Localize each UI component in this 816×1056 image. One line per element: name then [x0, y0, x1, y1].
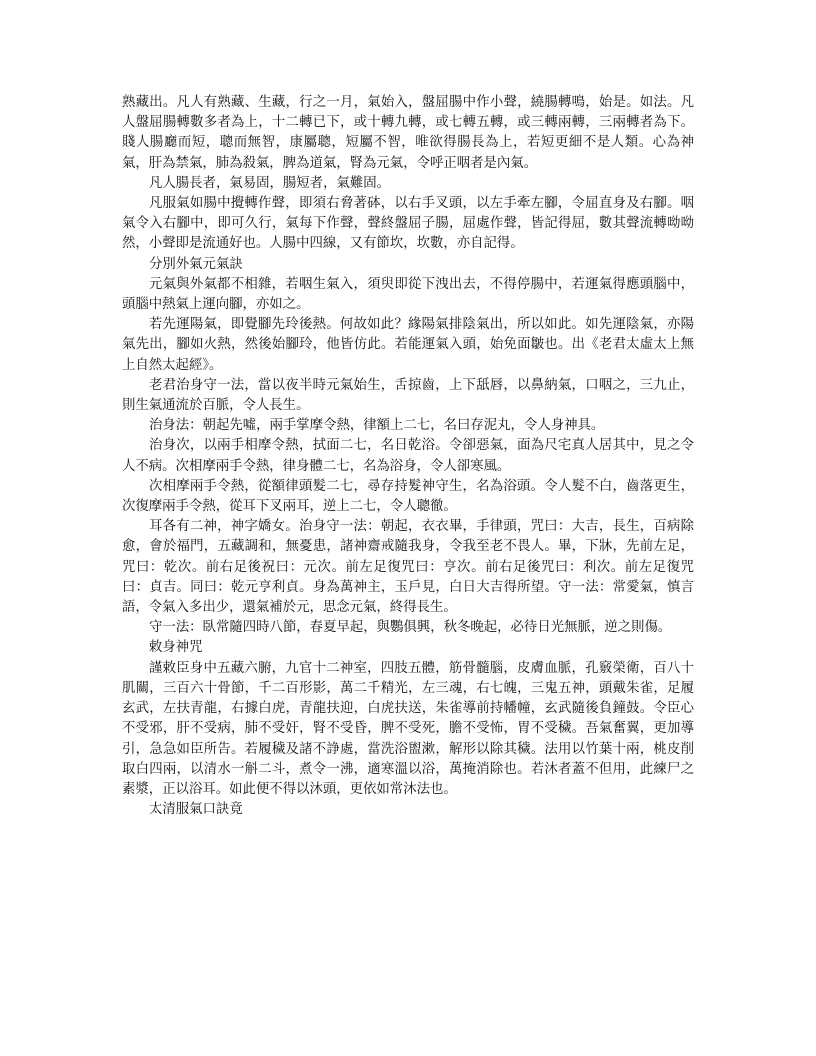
paragraph-1: 熟藏出。凡人有熟藏、生藏，行之一月，氣始入，盤屈腸中作小聲，繞腸轉鳴，始是。如法。凡人盤屈腸轉數多者為上，十二轉已下，或十轉九轉，或七轉五轉，或三轉兩轉，三兩轉者為下。賤人腸廳而短，聰而無智，康屬聰，短屬不智，唯欲得腸長為上，若短更細不是人類。心為神氣，肝為禁氣，肺為殺氣，脾為道氣，腎為元氣，令呼正咽者是內氣。 [122, 95, 694, 171]
paragraph-14: 謹敕臣身中五藏六腑，九官十二神室，四肢五體，筋骨髓腦，皮膚血脈，孔竅榮衛，百八十肌關，三百六十骨節，千二百形影，萬二千精光，左三魂，右七魄，三鬼五神，頭戴朱雀，足履玄武，左扶青龍，右據白虎，青龍扶迎，白虎扶送，朱雀導前持幡幢，玄武隨後負鐘鼓。令臣心不受邪，肝不受病，肺不受奸，腎不受昏，脾不受死，膽不受怖，胃不受穢。吾氣奮翼，更加導引，急急如臣所告。若履穢及諸不諍處，當洗浴盥漱，解形以除其穢。法用以竹葉十兩，桃皮削取白四兩，以清水一斛二斗，煮令一沸，適寒溫以浴，萬掩消除也。若沐者蓋不但用，此練尸之素漿，正以浴耳。如此便不得以沐頭，更依如常沐法也。 [122, 660, 694, 797]
section-heading-outer-original-qi: 分別外氣元氣訣 [149, 256, 243, 272]
paragraph-2: 凡人腸長者，氣易固，腸短者，氣難固。 [149, 175, 391, 191]
paragraph-12: 守一法：臥常隨四時八節，春夏早起，與鸚俱興，秋冬晚起，必待日光無脈，逆之則傷。 [149, 620, 672, 636]
paragraph-10: 次相摩兩手令熱，從額律頭髮二七，尋存持髮神守生，名為浴頭。令人髮不白，齒落更生，次復摩兩手令熱，從耳下叉兩耳，逆上二七，令人聰徹。 [122, 478, 694, 515]
paragraph-9: 治身次，以兩手相摩令熱，拭面二七，名日乾浴。令卻惡氣，面為尺宅真人居其中，見之令人不病。次相摩兩手令熱，律身體二七，名為浴身，令人卻寒風。 [122, 438, 694, 474]
closing-line: 太清服氣口訣竟 [149, 802, 243, 818]
paragraph-6: 若先運陽氣，即覺腳先玲後熱。何故如此？緣陽氣排陰氣出，所以如此。如先運陰氣，亦陽氣先出，腳如火熱，然後始腳玲，他皆仿此。若能運氣入頭，始免面皺也。出《老君太虛太上無上自然太起經》。 [122, 317, 694, 373]
paragraph-7: 老君治身守一法，當以夜半時元氣始生，舌掠齒，上下舐唇，以鼻納氣，口咽之，三九止，則生氣通流於百脈，令人長生。 [122, 377, 694, 414]
paragraph-5: 元氣與外氣都不相雜，若咽生氣入，須臾即從下洩出去，不得停腸中，若運氣得應頭腦中，頭腦中熱氣上運向腳，亦如之。 [122, 276, 694, 313]
paragraph-11: 耳各有二神，神字嬌女。治身守一法：朝起，衣衣畢，手律頭，咒曰：大吉，長生，百病除愈，會於福門，五藏調和，無憂患，諸神齋戒隨我身，令我至老不畏人。畢，下牀，先前左足，咒曰：乾次。前右足後祝曰：元次。前左足復咒曰：亨次。前右足後咒曰：利次。前左足復咒曰：貞吉。同曰：乾元亨利貞。身為萬神主，玉戶見，白日大吉得所望。守一法：常愛氣，慎言語，令氣入多出少，還氣補於元，思念元氣，終得長生。 [122, 519, 694, 616]
paragraph-3: 凡服氣如腸中攪轉作聲，即須右脅著砵，以右手叉頭，以左手牽左腳，令屈直身及右腳。咽氣令入右腳中，即可久行，氣每下作聲，聲終盤屈子腸，屈處作聲，皆記得屈，數其聲流轉呦呦然，小聲即是流通好也。人腸中四線，又有節坎，坎數，亦自記得。 [122, 196, 694, 252]
section-heading-body-spirit-incantation: 敕身神咒 [149, 640, 203, 656]
paragraph-8: 治身法：朝起先噓，兩手掌摩令熱，律額上二七，名曰存泥丸，令人身神具。 [149, 418, 605, 434]
document-body [122, 93, 694, 820]
